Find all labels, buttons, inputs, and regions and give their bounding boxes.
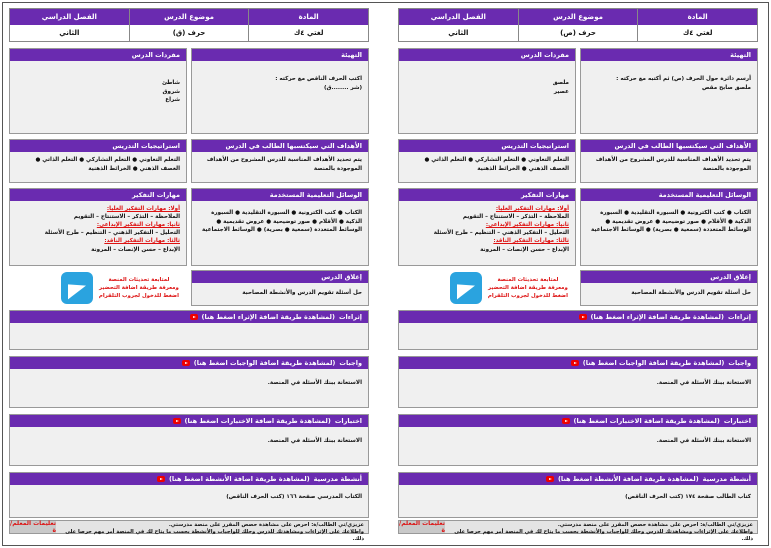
thinking-title: مهارات التفكير (10, 189, 186, 201)
vocab-title: مفردات الدرس (399, 49, 575, 61)
thinking-section (398, 188, 576, 266)
promo-line: ومعرفة طريقة اضافة التحضير (99, 284, 179, 291)
closing-title: إغلاق الدرس (192, 271, 368, 283)
instructions-line: عزيزي/تي الطالب/ة: احرص على مشاهدة حصص المقرر على منصة مدرستي. (168, 522, 364, 528)
promo-line: لمتابعة تحديثات المنصة (108, 276, 170, 283)
thinking-level-label: ثالثا: مهارات التفكير الناقد: (493, 238, 569, 245)
intro-line: (شر ........ق) (323, 84, 362, 91)
enrich-header (10, 311, 368, 323)
enrich-section (398, 310, 758, 350)
youtube-icon[interactable] (546, 476, 554, 482)
thinking-level-text: الملاحظة – التذكر – الاستنتاج – التقويم (73, 214, 180, 221)
intro-body (192, 61, 368, 96)
strategies-title: استراتيجيات التدريس (399, 140, 575, 152)
strategies-title: استراتيجيات التدريس (10, 140, 186, 152)
thinking-level-label: ثانيا: مهارات التفكير الإبداعي: (485, 222, 569, 229)
youtube-icon[interactable] (157, 476, 165, 482)
promo-text (488, 276, 568, 300)
tests-link[interactable]: (لمشاهدة طريقة اضافة الاختبارات اضغط هنا) (184, 417, 331, 425)
subject-value: لغتي ٤ك (249, 25, 368, 41)
teacher-instructions (9, 520, 369, 543)
term-cell (10, 9, 129, 41)
homework-title: واجبات (339, 359, 362, 367)
intro-section (580, 48, 758, 134)
aids-text: الكتاب ● كتب الكترونية ● السبورة التقليدية ● السبورة الذكية ● الأقلام ● صور توضيحية ● عروض تقديمية ● الوسائط المتعددة (سمعية ● بصرية) ● الوسائط الاجتماعية (202, 210, 362, 234)
telegram-icon[interactable] (450, 272, 482, 304)
school-activities-title: أنشطة مدرسية (313, 475, 362, 483)
thinking-level-label: أولا: مهارات التفكير العليا: (106, 206, 180, 212)
thinking-level-text: التحليل – التفكير الذهني – التنظيم – طرح الأسئلة (44, 230, 180, 237)
telegram-promo[interactable] (19, 270, 179, 306)
term-cell (399, 9, 518, 41)
thinking-body (10, 201, 186, 258)
tests-title: اختبارات (334, 417, 362, 425)
homework-text: الاستعانة ببنك الأسئلة في المنصة. (656, 380, 751, 386)
aids-title: الوسائل التعليمية المستخدمة (581, 189, 757, 201)
tests-header (10, 415, 368, 427)
subject-cell (637, 9, 757, 41)
enrich-title: إثراءات (727, 313, 751, 321)
tests-text: الاستعانة ببنك الأسئلة في المنصة. (656, 438, 751, 444)
youtube-icon[interactable] (173, 418, 181, 424)
term-label: الفصل الدراسي (399, 9, 518, 25)
subject-label: المادة (638, 9, 757, 25)
promo-text (99, 276, 179, 300)
term-value: الثاني (10, 25, 129, 41)
telegram-promo[interactable] (408, 270, 568, 306)
homework-section (9, 356, 369, 408)
youtube-icon[interactable] (571, 360, 579, 366)
topic-label: موضوع الدرس (519, 9, 638, 25)
thinking-body (399, 201, 575, 258)
homework-header (10, 357, 368, 369)
closing-section (580, 270, 758, 306)
thinking-level-label: ثانيا: مهارات التفكير الإبداعي: (96, 222, 180, 229)
school-activities-header (10, 473, 368, 485)
enrich-section (9, 310, 369, 350)
promo-line: اضغط للدخول لجروب التلقرام (487, 293, 568, 300)
homework-header (399, 357, 757, 369)
lesson-plan-page-2 (398, 8, 758, 543)
aids-text: الكتاب ● كتب الكترونية ● السبورة التقليدية ● السبورة الذكية ● الأقلام ● صور توضيحية ● عروض تقديمية ● الوسائط المتعددة (سمعية ● بصرية) ● الوسائط الاجتماعية (591, 210, 751, 234)
topic-label: موضوع الدرس (130, 9, 249, 25)
vocab-item: شاطئ (162, 80, 180, 86)
tests-section (398, 414, 758, 466)
homework-title: واجبات (728, 359, 751, 367)
promo-line: لمتابعة تحديثات المنصة (497, 276, 559, 283)
header-table (9, 8, 369, 42)
objectives-text: يتم تحديد الأهداف المناسبة للدرس المشروح من الأهداف الموجودة بالمنصة (206, 157, 362, 172)
school-activities-section (9, 472, 369, 518)
lesson-plan-page-1 (9, 8, 369, 543)
instructions-label: تعليمات المعلم/ة (10, 520, 56, 534)
intro-line: أرسم دائرة حول الحرف (ص) ثم أكتبه مع حركته : (616, 76, 751, 82)
school-activities-header (399, 473, 757, 485)
tests-link[interactable]: (لمشاهدة طريقة اضافة الاختبارات اضغط هنا) (573, 417, 720, 425)
homework-text: الاستعانة ببنك الأسئلة في المنصة. (267, 380, 362, 386)
objectives-title: الأهداف التي سيكتسبها الطالب في الدرس (581, 140, 757, 152)
tests-text: الاستعانة ببنك الأسئلة في المنصة. (267, 438, 362, 444)
term-label: الفصل الدراسي (10, 9, 129, 25)
vocab-title: مفردات الدرس (10, 49, 186, 61)
vocab-item: شروق (162, 88, 180, 95)
promo-line: اضغط للدخول لجروب التلقرام (98, 293, 179, 300)
instructions-body (445, 521, 757, 543)
intro-section (191, 48, 369, 134)
enrich-link[interactable]: (لمشاهدة طريقة اضافة الإثراء اضغط هنا) (201, 313, 335, 321)
topic-value: حرف (ص) (519, 25, 638, 41)
youtube-icon[interactable] (579, 314, 587, 320)
vocab-section (398, 48, 576, 134)
closing-section (191, 270, 369, 306)
thinking-level-text: الإبداع – حسن الإنصات – المرونة (480, 246, 569, 253)
thinking-level-text: الإبداع – حسن الإنصات – المرونة (91, 246, 180, 253)
subject-cell (248, 9, 368, 41)
thinking-title: مهارات التفكير (399, 189, 575, 201)
instructions-label: تعليمات المعلم/ة (399, 520, 445, 534)
vocab-item: عصير (553, 88, 569, 95)
homework-link[interactable]: (لمشاهدة طريقة اضافة الواجبات اضغط هنا) (582, 359, 725, 367)
tests-header (399, 415, 757, 427)
tests-section (9, 414, 369, 466)
vocab-section (9, 48, 187, 134)
aids-title: الوسائل التعليمية المستخدمة (192, 189, 368, 201)
subject-value: لغتي ٤ك (638, 25, 757, 41)
school-activities-section (398, 472, 758, 518)
objectives-text: يتم تحديد الأهداف المناسبة للدرس المشروح من الأهداف الموجودة بالمنصة (595, 157, 751, 172)
vocab-body (10, 61, 186, 109)
enrich-title: إثراءات (338, 313, 362, 321)
intro-body (581, 61, 757, 96)
instructions-line: واطلاعك على الإثراءات ومشاهدتك للدرس وحلك للواجبات والأنشطة بحسب ما يتاح لك في المنصة أمر مهم حرصا على ذلك. (454, 529, 753, 543)
topic-value: حرف (ق) (130, 25, 249, 41)
enrich-link[interactable]: (لمشاهدة طريقة اضافة الإثراء اضغط هنا) (590, 313, 724, 321)
aids-section (191, 188, 369, 266)
vocab-item: ملصق (552, 80, 569, 86)
teacher-instructions (398, 520, 758, 543)
closing-text: حل أسئلة تقويم الدرس والأنشطة المصاحبة (242, 290, 362, 296)
intro-title: التهيئة (192, 49, 368, 61)
promo-line: ومعرفة طريقة اضافة التحضير (488, 284, 568, 291)
subject-label: المادة (249, 9, 368, 25)
intro-line: ملصق صابح مقص (702, 84, 751, 91)
aids-section (580, 188, 758, 266)
school-activities-link[interactable]: (لمشاهدة طريقة اضافة الأنشطة اضغط هنا) (168, 475, 310, 483)
strategies-section (9, 139, 187, 183)
intro-line: اكتب الحرف الناقص مع حركته : (275, 76, 362, 82)
topic-cell (129, 9, 249, 41)
strategies-text: التعلم التعاوني ● التعلم التشاركي ● التعلم الذاتي ● العصف الذهني ● الخرائط الذهنية (424, 157, 569, 172)
instructions-line: عزيزي/تي الطالب/ة: احرص على مشاهدة حصص المقرر على منصة مدرستي. (557, 522, 753, 528)
enrich-header (399, 311, 757, 323)
instructions-line: واطلاعك على الإثراءات ومشاهدتك للدرس وحلك للواجبات والأنشطة بحسب ما يتاح لك في المنصة أمر مهم حرصا على ذلك. (65, 529, 364, 543)
youtube-icon[interactable] (190, 314, 198, 320)
tests-title: اختبارات (723, 417, 751, 425)
vocab-item: شراع (165, 97, 180, 104)
school-activities-text: كتاب الطالب صفحة ١٧٤ (كتب الحرف الناقص) (625, 494, 751, 500)
term-value: الثاني (399, 25, 518, 41)
strategies-section (398, 139, 576, 183)
instructions-body (56, 521, 368, 543)
thinking-level-label: أولا: مهارات التفكير العليا: (495, 206, 569, 212)
strategies-text: التعلم التعاوني ● التعلم التشاركي ● التعلم الذاتي ● العصف الذهني ● الخرائط الذهنية (35, 157, 180, 172)
closing-text: حل أسئلة تقويم الدرس والأنشطة المصاحبة (631, 290, 751, 296)
youtube-icon[interactable] (182, 360, 190, 366)
youtube-icon[interactable] (562, 418, 570, 424)
closing-title: إغلاق الدرس (581, 271, 757, 283)
objectives-section (580, 139, 758, 183)
header-table (398, 8, 758, 42)
school-activities-link[interactable]: (لمشاهدة طريقة اضافة الأنشطة اضغط هنا) (557, 475, 699, 483)
objectives-title: الأهداف التي سيكتسبها الطالب في الدرس (192, 140, 368, 152)
telegram-icon[interactable] (61, 272, 93, 304)
thinking-level-label: ثالثا: مهارات التفكير الناقد: (104, 238, 180, 245)
intro-title: التهيئة (581, 49, 757, 61)
vocab-body (399, 61, 575, 100)
thinking-section (9, 188, 187, 266)
school-activities-text: الكتاب المدرسي صفحة ١٦٦ (كتب الحرف الناقص) (226, 494, 362, 500)
thinking-level-text: الملاحظة – التذكر – الاستنتاج – التقويم (462, 214, 569, 221)
objectives-section (191, 139, 369, 183)
thinking-level-text: التحليل – التفكير الذهني – التنظيم – طرح الأسئلة (433, 230, 569, 237)
homework-section (398, 356, 758, 408)
school-activities-title: أنشطة مدرسية (702, 475, 751, 483)
homework-link[interactable]: (لمشاهدة طريقة اضافة الواجبات اضغط هنا) (193, 359, 336, 367)
topic-cell (518, 9, 638, 41)
